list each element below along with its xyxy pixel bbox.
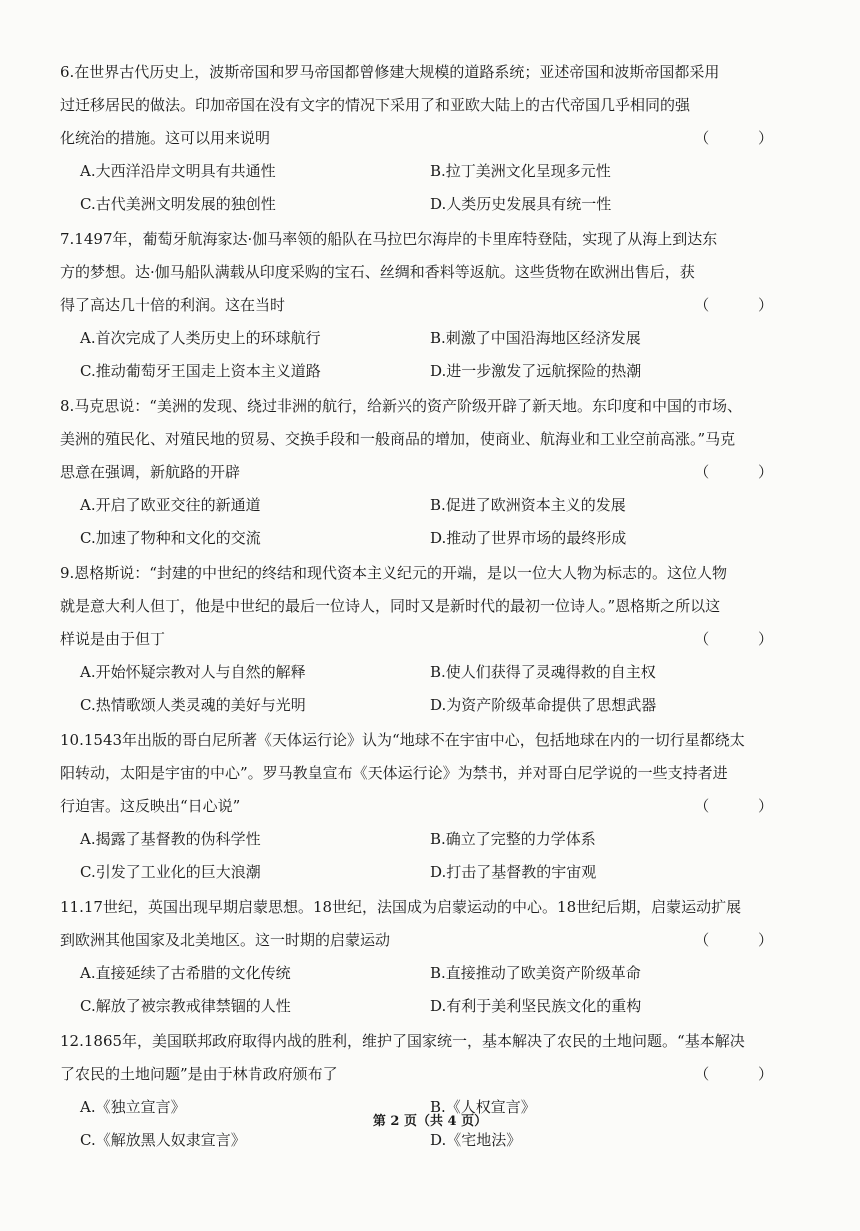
option-c: C.热情歌颂人类灵魂的美好与光明 [80, 696, 306, 714]
question-stem-line: 样说是由于但丁 （ ） [60, 623, 780, 656]
option-a: A.首次完成了人类历史上的环球航行 [80, 329, 321, 347]
option-d: D.人类历史发展具有统一性 [430, 195, 612, 213]
question-8 [60, 390, 795, 555]
option-b: B.使人们获得了灵魂得救的自主权 [430, 663, 656, 681]
option-c: C.解放了被宗教戒律禁锢的人性 [80, 997, 291, 1015]
answer-options [60, 957, 780, 1023]
option-c: C.古代美洲文明发展的独创性 [80, 195, 276, 213]
option-b: B.刺激了中国沿海地区经济发展 [430, 329, 641, 347]
exam-page [60, 56, 795, 1159]
answer-parentheses: （ ） [694, 296, 795, 314]
answer-parentheses: （ ） [694, 1065, 795, 1083]
option-d: D.为资产阶级革命提供了思想武器 [430, 696, 657, 714]
question-stem-line: 到欧洲其他国家及北美地区。这一时期的启蒙运动 （ ） [60, 924, 780, 957]
option-d: D.推动了世界市场的最终形成 [430, 529, 627, 547]
answer-parentheses: （ ） [694, 129, 795, 147]
answer-options [60, 155, 780, 221]
option-d: D.进一步激发了远航探险的热潮 [430, 362, 642, 380]
page-number-footer: 第 2 页（共 4 页） [372, 1114, 488, 1129]
question-stem-line: 得了高达几十倍的利润。这在当时 （ ） [60, 289, 780, 322]
question-stem-line: 阳转动，太阳是宇宙的中心”。罗马教皇宣布《天体运行论》为禁书，并对哥白尼学说的一些支持者进 [60, 764, 728, 782]
option-a: A.大西洋沿岸文明具有共通性 [80, 162, 276, 180]
answer-parentheses: （ ） [694, 797, 795, 815]
question-stem-line: 思意在强调，新航路的开辟 （ ） [60, 456, 780, 489]
question-7 [60, 223, 795, 388]
answer-parentheses: （ ） [694, 463, 795, 481]
question-stem-line: 行迫害。这反映出“日心说” （ ） [60, 790, 780, 823]
option-a: A.开启了欧亚交往的新通道 [80, 496, 261, 514]
option-b: B.确立了完整的力学体系 [430, 830, 596, 848]
option-b: B.《人权宣言》 [430, 1098, 536, 1116]
question-stem-line: 8.马克思说：“美洲的发现、绕过非洲的航行，给新兴的资产阶级开辟了新天地。东印度和中国的市场、 [60, 397, 742, 415]
option-c: C.推动葡萄牙王国走上资本主义道路 [80, 362, 321, 380]
option-a: A.揭露了基督教的伪科学性 [80, 830, 261, 848]
question-stem-line: 7.1497年，葡萄牙航海家达·伽马率领的船队在马拉巴尔海岸的卡里库特登陆，实现了从海上到达东 [60, 230, 718, 248]
answer-options [60, 823, 780, 889]
question-stem-line: 11.17世纪，英国出现早期启蒙思想。18世纪，法国成为启蒙运动的中心。18世纪后期，启蒙运动扩展 [60, 898, 742, 916]
answer-options [60, 489, 780, 555]
option-c: C.加速了物种和文化的交流 [80, 529, 261, 547]
answer-options [60, 656, 780, 722]
answer-parentheses: （ ） [694, 630, 795, 648]
question-stem-line: 就是意大利人但丁，他是中世纪的最后一位诗人，同时又是新时代的最初一位诗人。”恩格斯之所以这 [60, 597, 721, 615]
answer-parentheses: （ ） [694, 931, 795, 949]
option-c: C.《解放黑人奴隶宣言》 [80, 1131, 246, 1149]
option-d: D.有利于美利坚民族文化的重构 [430, 997, 642, 1015]
option-b: B.促进了欧洲资本主义的发展 [430, 496, 626, 514]
question-stem-line: 化统治的措施。这可以用来说明 （ ） [60, 122, 780, 155]
question-9 [60, 557, 795, 722]
question-stem-line: 了农民的土地问题”是由于林肯政府颁布了 （ ） [60, 1058, 780, 1091]
option-b: B.拉丁美洲文化呈现多元性 [430, 162, 611, 180]
option-b: B.直接推动了欧美资产阶级革命 [430, 964, 641, 982]
answer-options [60, 322, 780, 388]
question-stem-line: 过迁移居民的做法。印加帝国在没有文字的情况下采用了和亚欧大陆上的古代帝国几乎相同的强 [60, 96, 691, 114]
question-6 [60, 56, 795, 221]
question-stem-line: 方的梦想。达·伽马船队满载从印度采购的宝石、丝绸和香料等返航。这些货物在欧洲出售后，获 [60, 263, 695, 281]
option-c: C.引发了工业化的巨大浪潮 [80, 863, 261, 881]
question-stem-line: 6.在世界古代历史上，波斯帝国和罗马帝国都曾修建大规模的道路系统；亚述帝国和波斯帝国都采用 [60, 63, 720, 81]
question-stem-line: 美洲的殖民化、对殖民地的贸易、交换手段和一般商品的增加，使商业、航海业和工业空前高涨。”马克 [60, 430, 736, 448]
option-d: D.打击了基督教的宇宙观 [430, 863, 597, 881]
option-d: D.《宅地法》 [430, 1131, 522, 1149]
question-10 [60, 724, 795, 889]
question-11 [60, 891, 795, 1023]
question-stem-line: 12.1865年，美国联邦政府取得内战的胜利，维护了国家统一，基本解决了农民的土地问题。“基本解决 [60, 1032, 745, 1050]
question-stem-line: 9.恩格斯说：“封建的中世纪的终结和现代资本主义纪元的开端，是以一位大人物为标志的。这位人物 [60, 564, 727, 582]
question-stem-line: 10.1543年出版的哥白尼所著《天体运行论》认为“地球不在宇宙中心，包括地球在内的一切行星都绕太 [60, 731, 745, 749]
option-a: A.直接延续了古希腊的文化传统 [80, 964, 291, 982]
question-12 [60, 1025, 795, 1157]
option-a: A.《独立宣言》 [80, 1098, 186, 1116]
option-a: A.开始怀疑宗教对人与自然的解释 [80, 663, 306, 681]
